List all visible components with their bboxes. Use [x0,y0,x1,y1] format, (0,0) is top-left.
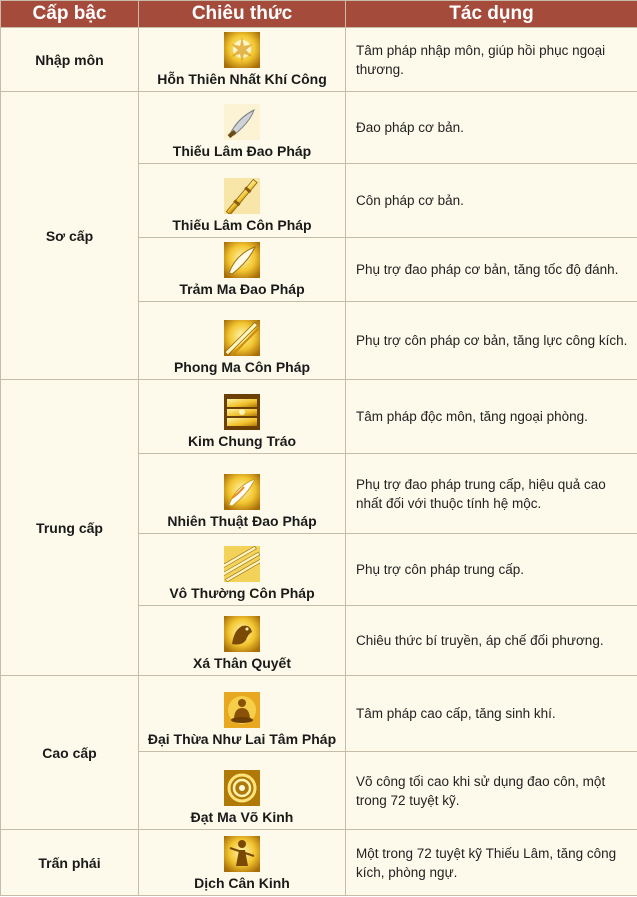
skill-cell [139,92,346,164]
level-cell: Trấn phái [1,830,139,896]
level-cell: Cao cấp [1,676,139,830]
skill-cell [139,534,346,606]
header-effect: Tác dụng [346,1,637,28]
skill-name: Đại Thừa Như Lai Tâm Pháp [147,731,337,747]
effect-cell: Côn pháp cơ bản. [346,164,637,238]
skill-name: Hỗn Thiên Nhất Khí Công [157,71,327,87]
staff-icon [224,178,260,214]
skill-cell [139,752,346,830]
effect-cell: Phụ trợ đao pháp trung cấp, hiệu quả cao nhất đối với thuộc tính hệ mộc. [346,454,637,534]
level-cell: Nhập môn [1,28,139,92]
golden-bell-icon [224,394,260,430]
flaming-blade-icon [224,474,260,510]
triple-staff-icon [224,546,260,582]
effect-cell: Phụ trợ côn pháp cơ bản, tăng lực công kích. [346,302,637,380]
glowing-aura-icon [224,32,260,68]
monk-figure-icon [224,836,260,872]
skill-name: Trảm Ma Đao Pháp [179,281,305,297]
effect-cell: Phụ trợ côn pháp trung cấp. [346,534,637,606]
skill-cell [139,380,346,454]
table-header-row [1,1,637,28]
skill-name: Nhiên Thuật Đao Pháp [167,513,317,529]
skill-cell [139,302,346,380]
skill-name: Dịch Cân Kinh [194,875,290,891]
header-level: Cấp bậc [1,1,139,28]
skill-name: Phong Ma Côn Pháp [173,359,311,375]
effect-cell: Tâm pháp độc môn, tăng ngoại phòng. [346,380,637,454]
level-cell: Trung cấp [1,380,139,676]
skill-name: Xá Thân Quyết [192,655,292,671]
effect-cell: Tâm pháp nhập môn, giúp hồi phục ngoại thương. [346,28,637,92]
effect-cell: Võ công tối cao khi sử dụng đao côn, một trong 72 tuyệt kỹ. [346,752,637,830]
skill-name: Thiếu Lâm Đao Pháp [172,143,312,159]
effect-cell: Phụ trợ đao pháp cơ bản, tăng tốc độ đánh. [346,238,637,302]
skill-name: Vô Thường Côn Pháp [169,585,315,601]
curved-blade-icon [224,242,260,278]
skill-cell [139,606,346,676]
skill-cell [139,28,346,92]
skill-cell [139,830,346,896]
table-row [1,676,637,752]
effect-cell: Chiêu thức bí truyền, áp chế đối phương. [346,606,637,676]
header-skill: Chiêu thức [139,1,346,28]
skill-cell [139,454,346,534]
saber-icon [224,104,260,140]
skill-cell [139,238,346,302]
table-row [1,380,637,454]
skill-name: Đạt Ma Võ Kinh [190,809,294,825]
skill-cell [139,676,346,752]
meditating-buddha-icon [224,692,260,728]
effect-cell: Đao pháp cơ bản. [346,92,637,164]
table-row [1,830,637,896]
effect-cell: Tâm pháp cao cấp, tăng sinh khí. [346,676,637,752]
diagonal-staff-icon [224,320,260,356]
skill-name: Kim Chung Tráo [187,433,297,449]
table-row [1,28,637,92]
swirl-scroll-icon [224,770,260,806]
table-row [1,92,637,164]
skill-cell [139,164,346,238]
skill-name: Thiếu Lâm Côn Pháp [172,217,312,233]
tiger-icon [224,616,260,652]
effect-cell: Một trong 72 tuyệt kỹ Thiếu Lâm, tăng công kích, phòng ngự. [346,830,637,896]
level-cell: Sơ cấp [1,92,139,380]
